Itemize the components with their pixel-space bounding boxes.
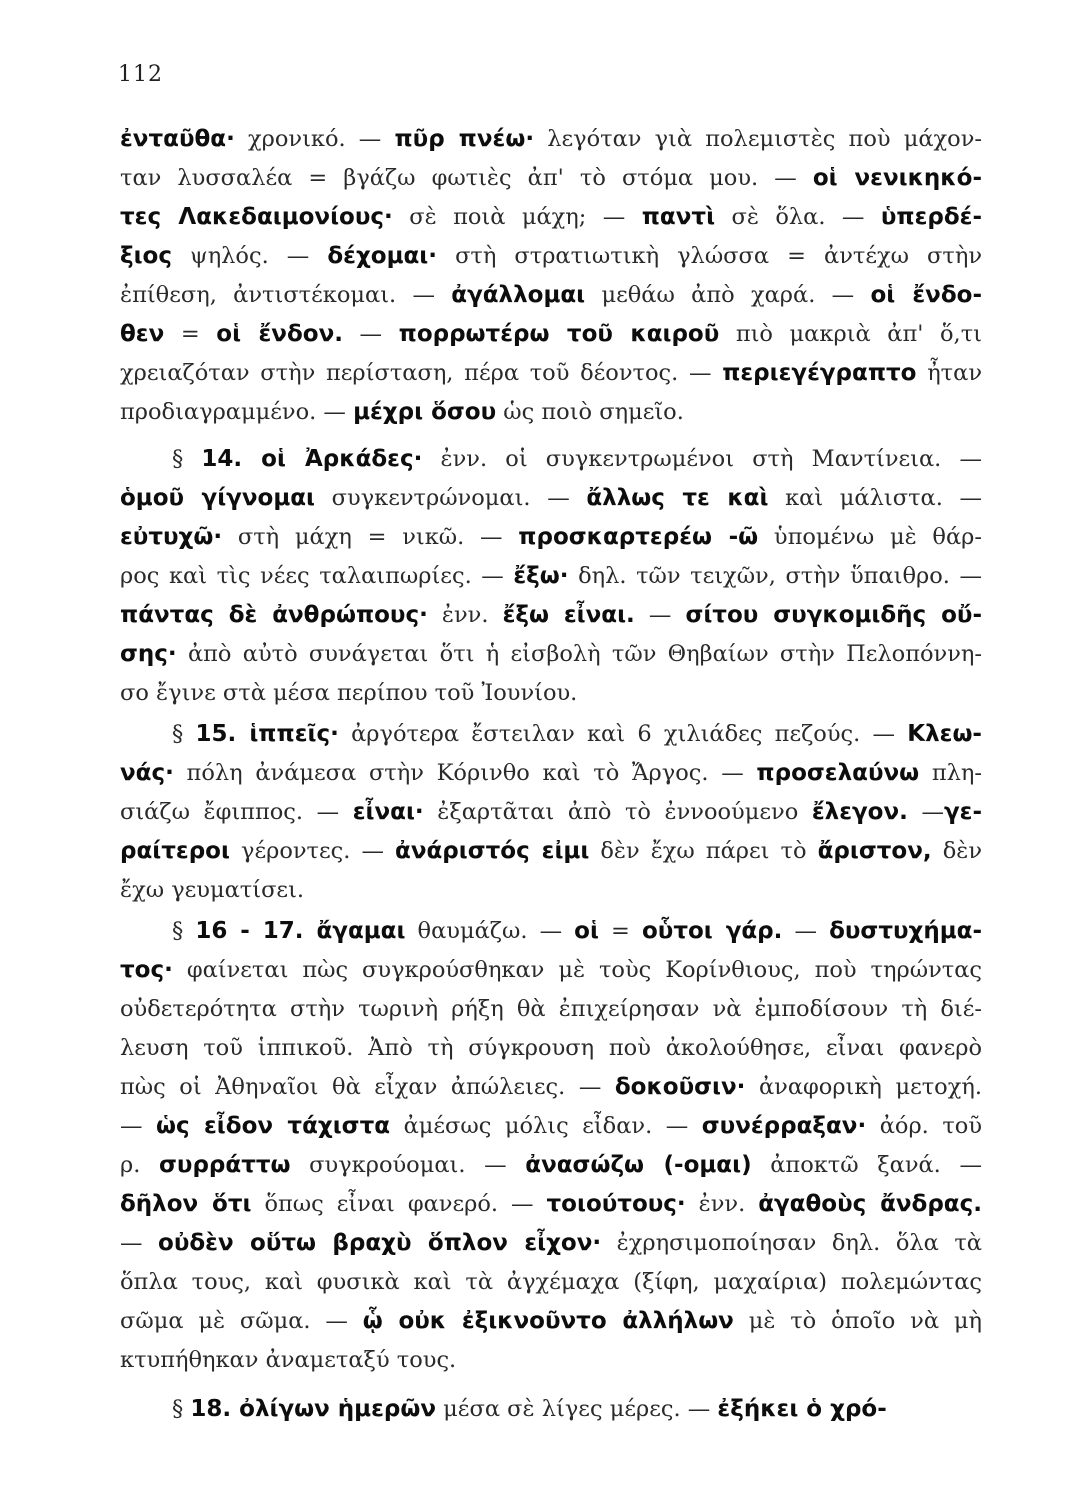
text-line [120, 832, 982, 871]
lemma-term: οὐδὲν οὕτω βραχὺ ὅπλον εἶχον· [158, 1230, 602, 1256]
lemma-term: τοιούτους· [546, 1191, 686, 1217]
lemma-term: ἄλλως τε καὶ [586, 485, 769, 511]
text-line [120, 1390, 982, 1429]
lemma-term: πάντας δὲ ἀνθρώπους· [120, 602, 428, 628]
paragraph-intro [120, 120, 982, 432]
gloss-text: — [120, 1113, 157, 1139]
lemma-term: παντὶ [641, 204, 716, 230]
lemma-term: γε- [943, 799, 982, 825]
lemma-term: ἀνασώζω (-ομαι) [525, 1152, 752, 1178]
text-line [120, 1107, 982, 1146]
gloss-text: συγκεντρώνομαι. — [315, 485, 587, 511]
text-line [120, 754, 982, 793]
gloss-text: ἐξαρτᾶται ἀπὸ τὸ ἐννοούμενο [423, 799, 812, 825]
text-line [120, 1068, 982, 1107]
gloss-text: δὲν [931, 838, 982, 864]
text-line [120, 1224, 982, 1263]
text-line [120, 120, 982, 159]
text-line [120, 715, 982, 754]
gloss-text: στὴ μάχη = νικῶ. — [222, 524, 519, 550]
lemma-term: οἱ [574, 918, 599, 944]
gloss-text: μέσα σὲ λίγες μέρες. — [436, 1396, 718, 1422]
gloss-text: ἔχω γευματίσει. [120, 877, 305, 903]
lemma-term: δῆλον ὅτι [120, 1191, 252, 1217]
paragraph-section-16-17 [120, 912, 982, 1380]
text-line [120, 315, 982, 354]
gloss-text: λευση τοῦ ἱππικοῦ. Ἀπὸ τὴ σύγκρουση ποὺ ἀκολούθησε, εἶναι φανερὸ [120, 1035, 982, 1061]
lemma-term: Κλεω- [907, 721, 982, 747]
lemma-term: ραίτεροι [120, 838, 230, 864]
text-line [120, 635, 982, 674]
lemma-term: ὁμοῦ γίγνομαι [120, 485, 316, 511]
gloss-text: χρονικό. — [234, 126, 395, 152]
gloss-text: — [342, 321, 399, 347]
text-line [120, 990, 982, 1029]
gloss-text: καὶ μάλιστα. — [768, 485, 982, 511]
gloss-text: ἀπὸ αὐτὸ συνάγεται ὅτι ἡ εἰσβολὴ τῶν Θηβαίων στὴν Πελοπόννη- [176, 641, 982, 667]
lemma-term: θεν [120, 321, 165, 347]
lemma-term: τες Λακεδαιμονίους· [120, 204, 393, 230]
gloss-text: σὲ ὅλα. — [715, 204, 881, 230]
paragraph-section-18 [120, 1390, 982, 1429]
gloss-text: δηλ. τῶν τειχῶν, στὴν ὕπαιθρο. — [568, 563, 983, 589]
lemma-term: ὑπερδέ- [880, 204, 983, 230]
text-line [120, 1341, 982, 1380]
gloss-text: ἐνν. οἱ συγκεντρωμένοι στὴ Μαντίνεια. — [422, 446, 983, 472]
text-line [120, 518, 982, 557]
gloss-text: § [172, 918, 196, 944]
lemma-term: οἱ νενικηκό- [812, 165, 982, 191]
gloss-text: γέροντες. — [229, 838, 396, 864]
text-line [120, 440, 982, 479]
gloss-text: πλη- [919, 760, 982, 786]
lemma-term: ἐξήκει ὁ χρό- [717, 1396, 887, 1422]
lemma-term: περιεγέγραπτο [722, 360, 917, 386]
lemma-term: σης· [120, 641, 177, 667]
gloss-text: ἐπίθεση, ἀντιστέκομαι. — [120, 282, 452, 308]
text-line [120, 1263, 982, 1302]
gloss-text: ὅπως εἶναι φανερό. — [251, 1191, 547, 1217]
gloss-text: συγκρούομαι. — [290, 1152, 526, 1178]
gloss-text: πόλη ἀνάμεσα στὴν Κόρινθο καὶ τὸ Ἄργος. — [173, 760, 757, 786]
gloss-text: — [120, 1230, 159, 1256]
paragraph-section-14 [120, 440, 982, 713]
lemma-term: προσελαύνω [756, 760, 920, 786]
lemma-term: ἔλεγον. [811, 799, 908, 825]
gloss-text: σὲ ποιὰ μάχη; — [392, 204, 642, 230]
text-line [120, 871, 982, 910]
gloss-text: ὅπλα τους, καὶ φυσικὰ καὶ τὰ ἀγχέμαχα (ξίφη, μαχαίρια) πολεμώντας [120, 1269, 982, 1295]
gloss-text: = [598, 918, 642, 944]
lemma-term: εὐτυχῶ· [120, 524, 223, 550]
lemma-term: ἄριστον, [817, 838, 932, 864]
text-line [120, 393, 982, 432]
gloss-text: § [172, 1396, 191, 1422]
text-line [120, 198, 982, 237]
text-line [120, 159, 982, 198]
gloss-text: ὑπομένω μὲ θάρ- [758, 524, 983, 550]
text-line [120, 557, 982, 596]
gloss-text: στὴ στρατιωτικὴ γλώσσα = ἀντέχω στὴν [437, 243, 982, 269]
lemma-term: δυστυχήμα- [829, 918, 983, 944]
gloss-text: σιάζω ἔφιππος. — [120, 799, 353, 825]
gloss-text: § [172, 446, 202, 472]
gloss-text: — [634, 602, 686, 628]
gloss-text: ἦταν [916, 360, 983, 386]
gloss-text: ἀμέσως μόλις εἶδαν. — [390, 1113, 702, 1139]
gloss-text: ρος καὶ τὶς νέες ταλαιπωρίες. — [120, 563, 514, 589]
gloss-text: ἐχρησιμοποίησαν δηλ. ὅλα τὰ [601, 1230, 982, 1256]
lemma-term: πορρωτέρω τοῦ καιροῦ [398, 321, 720, 347]
gloss-text: — [907, 799, 944, 825]
lemma-term: 18. ὀλίγων ἡμερῶν [190, 1396, 437, 1422]
text-line [120, 912, 982, 951]
gloss-text: δὲν ἔχω πάρει τὸ [589, 838, 818, 864]
gloss-text: ἐνν. [685, 1191, 759, 1217]
paragraph-section-15 [120, 715, 982, 910]
gloss-text: πιὸ μακριὰ ἀπ' ὅ,τι [719, 321, 982, 347]
lemma-term: ἀνάριστός εἰμι [395, 838, 590, 864]
gloss-text: λεγόταν γιὰ πολεμιστὲς ποὺ μάχον- [534, 126, 982, 152]
text-line [120, 1146, 982, 1185]
gloss-text: προδιαγραμμένο. — [120, 399, 354, 425]
lemma-term: ᾧ οὐκ ἐξικνοῦντο ἀλλήλων [362, 1308, 734, 1334]
text-line [120, 596, 982, 635]
gloss-text: ψηλός. — [172, 243, 328, 269]
text-line [120, 479, 982, 518]
gloss-text: ἐνν. [427, 602, 503, 628]
lemma-term: εἶναι· [352, 799, 424, 825]
lemma-term: σίτου συγκομιδῆς οὔ- [685, 602, 982, 628]
lemma-term: δέχομαι· [327, 243, 438, 269]
lemma-term: προσκαρτερέω -ῶ [518, 524, 759, 550]
lemma-term: ἐνταῦθα· [120, 126, 235, 152]
lemma-term: ἔξω· [513, 563, 569, 589]
gloss-text: σῶμα μὲ σῶμα. — [120, 1308, 363, 1334]
text-line [120, 354, 982, 393]
text-line [120, 1302, 982, 1341]
gloss-text: ταν λυσσαλέα = βγάζω φωτιὲς ἀπ' τὸ στόμα μου. — [120, 165, 813, 191]
lemma-term: τος· [120, 957, 173, 983]
lemma-term: ξιος [120, 243, 172, 269]
lemma-term: 16 - 17. ἄγαμαι [195, 918, 406, 944]
gloss-text: μὲ τὸ ὁποῖο νὰ μὴ [733, 1308, 982, 1334]
gloss-text: πὼς οἱ Ἀθηναῖοι θὰ εἶχαν ἀπώλειες. — [120, 1074, 615, 1100]
lemma-term: οὗτοι γάρ. [641, 918, 783, 944]
lemma-term: ἀγαθοὺς ἄνδρας. [758, 1191, 982, 1217]
gloss-text: θαυμάζω. — [405, 918, 575, 944]
text-line [120, 276, 982, 315]
gloss-text: σο ἔγινε στὰ μέσα περίπου τοῦ Ἰουνίου. [120, 680, 578, 706]
lemma-term: οἱ ἔνδο- [870, 282, 982, 308]
gloss-text: μεθάω ἀπὸ χαρά. — [585, 282, 871, 308]
lemma-term: ἀγάλλομαι [451, 282, 586, 308]
gloss-text: ἀόρ. τοῦ [866, 1113, 982, 1139]
lemma-term: 15. ἱππεῖς· [195, 721, 339, 747]
text-line [120, 951, 982, 990]
gloss-text: = [164, 321, 217, 347]
gloss-text: οὐδετερότητα στὴν τωρινὴ ρήξη θὰ ἐπιχείρησαν νὰ ἐμποδίσουν τὴ διέ- [120, 996, 982, 1022]
gloss-text: ρ. [120, 1152, 160, 1178]
text-line [120, 237, 982, 276]
gloss-text: ἀναφορικὴ μετοχή. [745, 1074, 982, 1100]
page-number: 112 [118, 62, 163, 87]
lemma-term: μέχρι ὅσου [353, 399, 497, 425]
gloss-text: ὡς ποιὸ σημεῖο. [496, 399, 684, 425]
lemma-term: ἔξω εἶναι. [502, 602, 635, 628]
lemma-term: ὡς εἶδον τάχιστα [156, 1113, 391, 1139]
gloss-text: χρειαζόταν στὴν περίσταση, πέρα τοῦ δέοντος. — [120, 360, 723, 386]
lemma-term: δοκοῦσιν· [614, 1074, 746, 1100]
gloss-text: φαίνεται πὼς συγκρούσθηκαν μὲ τοὺς Κορίνθιους, ποὺ τηρώντας [172, 957, 982, 983]
lemma-term: συνέρραξαν· [701, 1113, 867, 1139]
lemma-term: 14. οἱ Ἀρκάδες· [201, 446, 423, 472]
text-line [120, 1185, 982, 1224]
gloss-text: ἀργότερα ἔστειλαν καὶ 6 χιλιάδες πεζούς. — [338, 721, 908, 747]
lemma-term: οἱ ἔνδον. [216, 321, 343, 347]
text-line [120, 1029, 982, 1068]
gloss-text: ἀποκτῶ ξανά. — [751, 1152, 982, 1178]
gloss-text: κτυπήθηκαν ἀναμεταξύ τους. [120, 1347, 457, 1373]
lemma-term: συρράττω [159, 1152, 291, 1178]
gloss-text: § [172, 721, 196, 747]
text-line [120, 793, 982, 832]
lemma-term: νάς· [120, 760, 174, 786]
gloss-text: — [782, 918, 830, 944]
text-line [120, 674, 982, 713]
lemma-term: πῦρ πνέω· [394, 126, 535, 152]
